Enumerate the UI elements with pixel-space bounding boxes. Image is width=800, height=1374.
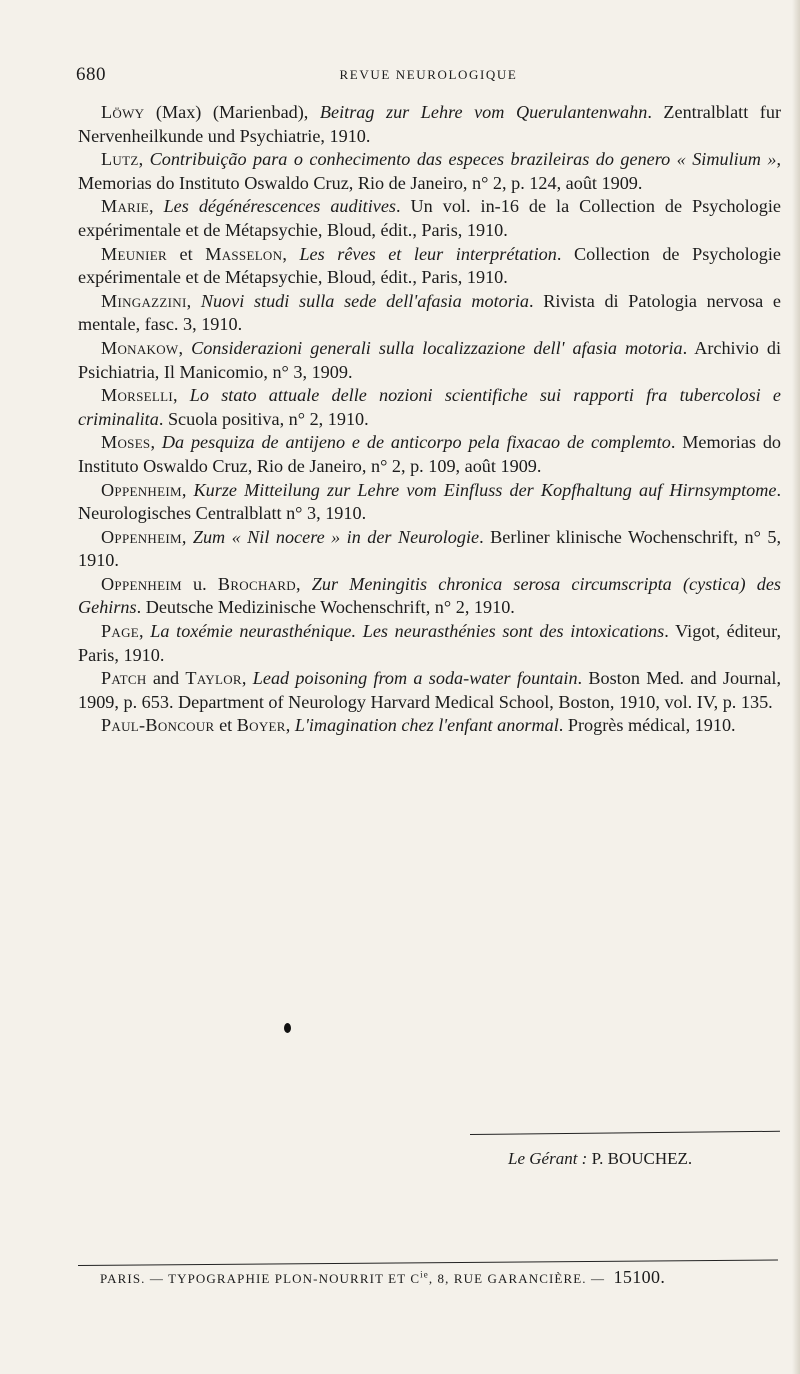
reference-author: Löwy	[101, 102, 145, 122]
reference-entry	[78, 526, 781, 573]
reference-author-separator: ,	[181, 479, 194, 500]
reference-details: , Memorias do Instituto Oswaldo Cruz, Rio de Janeiro, n° 2, p. 124, août 1909.	[78, 149, 782, 193]
job-number: 15100.	[613, 1267, 666, 1287]
reference-author: Morselli	[101, 385, 174, 406]
reference-title: Nuovi studi sulla sede dell'afasia motoria	[200, 290, 529, 311]
reference-author-separator: et	[166, 243, 206, 264]
page-edge	[792, 0, 800, 1374]
reference-author-separator: ,	[181, 526, 193, 547]
reference-author: Mingazzini	[101, 290, 187, 311]
reference-details: . Deutsche Medizinische Wochenschrift, n° 2, 1910.	[136, 597, 515, 618]
reference-author: Moses	[101, 432, 151, 453]
gerant-label: Le Gérant :	[508, 1149, 588, 1168]
reference-author-separator: (Max) (Marienbad),	[144, 102, 320, 122]
reference-entry	[78, 243, 781, 290]
reference-coauthor-separator: ,	[285, 715, 295, 736]
reference-entry	[78, 337, 781, 384]
signature-rule	[470, 1131, 780, 1135]
page-number: 680	[76, 64, 106, 85]
reference-coauthor: Boyer	[236, 715, 286, 736]
reference-details: . Rivista di Patologia nervosa e mentale, fasc. 3, 1910.	[78, 290, 781, 335]
decorative-bullet	[284, 1023, 291, 1033]
reference-title: Les dégénérescences auditives	[163, 196, 396, 217]
reference-details: . Scuola positiva, n° 2, 1910.	[158, 408, 369, 429]
reference-title: Kurze Mitteilung zur Lehre vom Einfluss der Kopfhaltung auf Hirnsymptome	[193, 479, 777, 500]
reference-entry	[78, 195, 781, 242]
reference-author: Lutz	[101, 149, 139, 170]
reference-details: . Archivio di Psichiatria, Il Manicomio, n° 3, 1909.	[78, 337, 782, 382]
reference-author: Monakow	[101, 337, 179, 358]
reference-author: Oppenheim	[101, 573, 182, 594]
reference-author-separator: u.	[181, 573, 218, 594]
printer-imprint	[100, 1267, 665, 1288]
gerant-signature	[508, 1149, 692, 1169]
reference-title: Zum « Nil nocere » in der Neurologie	[192, 526, 480, 547]
reference-author-separator: ,	[150, 432, 162, 453]
reference-details: . Neurologisches Centralblatt n° 3, 1910.	[78, 479, 781, 524]
reference-details: . Vigot, éditeur, Paris, 1910.	[78, 621, 781, 665]
reference-author: Patch	[101, 668, 147, 689]
reference-details: . Progrès médical, 1910.	[558, 715, 736, 736]
reference-coauthor: Taylor	[185, 668, 242, 689]
reference-author: Oppenheim	[101, 479, 182, 500]
reference-entry	[78, 148, 781, 195]
gerant-name: P. BOUCHEZ.	[591, 1149, 693, 1168]
reference-coauthor: Masselon	[205, 243, 283, 264]
reference-entry	[78, 101, 781, 148]
reference-title: Zur Meningitis chronica serosa circumscripta (cystica) des Gehirns	[78, 573, 782, 618]
reference-entry	[78, 714, 781, 738]
reference-details: . Boston Med. and Journal, 1909, p. 653. Department of Neurology Harvard Medical School, Boston, 1910, vol. IV, p. 135.	[78, 668, 782, 712]
reference-title: L'imagination chez l'enfant anormal	[294, 715, 559, 736]
reference-title: Lo stato attuale delle nozioni scientifiche sui rapporti fra tubercolosi e criminalita	[78, 385, 782, 429]
reference-entry	[78, 290, 781, 337]
reference-author: Marie	[101, 196, 150, 217]
printer-suffix: , 8, RUE GARANCIÈRE. —	[428, 1271, 606, 1286]
reference-entry	[78, 479, 781, 526]
reference-title: Contribuição para o conhecimento das especes brazileiras do genero « Simulium »	[149, 149, 777, 170]
reference-author-separator: ,	[138, 149, 150, 170]
reference-author: Page	[101, 621, 140, 642]
reference-author-separator: ,	[139, 621, 151, 642]
printer-rule	[78, 1260, 778, 1266]
reference-title: Lead poisoning from a soda-water fountain	[252, 668, 578, 689]
reference-author: Paul-Boncour	[101, 715, 215, 736]
reference-entry	[78, 573, 781, 620]
reference-author-separator: and	[146, 668, 186, 689]
reference-entry	[78, 667, 781, 714]
reference-author-separator: ,	[149, 196, 164, 217]
reference-author-separator: ,	[173, 385, 190, 406]
reference-author-separator: et	[214, 715, 237, 736]
reference-title: Considerazioni generali sulla localizzazione dell' afasia motoria	[191, 337, 683, 358]
reference-details: . Un vol. in-16 de la Collection de Psychologie expérimentale et de Métapsychie, Bloud, édit., Paris, 1910.	[78, 196, 781, 240]
reference-coauthor: Brochard	[217, 573, 296, 594]
printer-prefix: PARIS. — TYPOGRAPHIE PLON-NOURRIT ET C	[100, 1271, 421, 1286]
reference-author: Meunier	[101, 243, 167, 264]
reference-author-separator: ,	[186, 290, 201, 311]
reference-details: . Collection de Psychologie expérimentale et de Métapsychie, Bloud, édit., Paris, 1910.	[78, 243, 781, 288]
reference-entry	[78, 431, 781, 478]
reference-coauthor-separator: ,	[241, 668, 253, 689]
reference-title: Beitrag zur Lehre vom Querulantenwahn	[319, 102, 648, 122]
reference-entry	[78, 384, 781, 431]
running-head	[76, 64, 781, 88]
reference-coauthor-separator: ,	[282, 243, 300, 264]
reference-title: Da pesquiza de antijeno e de anticorpo pela fixacao de complemto	[161, 432, 671, 453]
journal-title: REVUE NEUROLOGIQUE	[339, 67, 518, 82]
reference-title: Les rêves et leur interprétation	[299, 243, 557, 264]
reference-author: Oppenheim	[101, 526, 182, 547]
reference-title: La toxémie neurasthénique. Les neurasthénies sont des intoxications	[150, 621, 665, 642]
reference-details: . Berliner klinische Wochenschrift, n° 5, 1910.	[78, 526, 781, 571]
reference-list	[78, 101, 781, 738]
reference-coauthor-separator: ,	[296, 573, 312, 594]
reference-details: . Memorias do Instituto Oswaldo Cruz, Rio de Janeiro, n° 2, p. 109, août 1909.	[78, 432, 782, 476]
printer-sup: ie	[420, 1269, 429, 1280]
reference-author-separator: ,	[178, 337, 192, 358]
reference-entry	[78, 620, 781, 667]
reference-details: . Zentralblatt fur Nervenheilkunde und Psychiatrie, 1910.	[78, 102, 781, 146]
